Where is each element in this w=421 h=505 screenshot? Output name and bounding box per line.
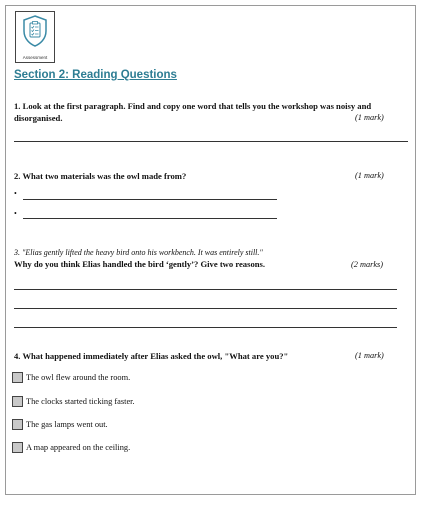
answer-line-q3-1[interactable]: [14, 289, 397, 290]
answer-line-q2-2[interactable]: [23, 218, 277, 219]
question-1-line1: 1. Look at the first paragraph. Find and copy one word that tells you the workshop was noisy and: [14, 101, 372, 111]
clipboard-checklist-shield-icon: [22, 15, 48, 47]
question-4-text: 4. What happened immediately after Elias asked the owl, "What are you?": [14, 351, 289, 361]
answer-line-q3-3[interactable]: [14, 327, 397, 328]
question-3-mark: (2 marks): [351, 260, 384, 269]
question-2-mark: (1 mark): [355, 171, 384, 180]
worksheet-page: [5, 5, 416, 495]
question-3: [14, 259, 265, 271]
option-3-label: The gas lamps went out.: [26, 419, 108, 429]
checkbox[interactable]: [12, 442, 23, 453]
question-2: [14, 171, 186, 183]
option-1-label: The owl flew around the room.: [26, 372, 131, 382]
bullet-1: •: [14, 189, 17, 198]
question-4: [14, 351, 288, 363]
option-3[interactable]: [12, 418, 108, 430]
question-4-mark: (1 mark): [355, 351, 384, 360]
answer-line-q3-2[interactable]: [14, 308, 397, 309]
option-4-label: A map appeared on the ceiling.: [26, 442, 131, 452]
bullet-2: •: [14, 209, 17, 218]
section-title: Section 2: Reading Questions: [14, 69, 177, 81]
answer-line-q2-1[interactable]: [23, 199, 277, 200]
option-1[interactable]: [12, 371, 130, 383]
logo-caption: Assessment: [22, 55, 48, 60]
question-2-text: 2. What two materials was the owl made from?: [14, 171, 187, 181]
checkbox[interactable]: [12, 396, 23, 407]
question-1-line2: disorganised.: [14, 112, 63, 123]
option-2-label: The clocks started ticking faster.: [26, 396, 135, 406]
question-3-text: Why do you think Elias handled the bird ‘gently’? Give two reasons.: [14, 259, 266, 269]
option-2[interactable]: [12, 395, 135, 407]
assessment-logo: [15, 11, 55, 63]
checkbox[interactable]: [12, 372, 23, 383]
answer-line-q1[interactable]: [14, 141, 408, 142]
question-3-quote: 3. "Elias gently lifted the heavy bird onto his workbench. It was entirely still.": [14, 248, 263, 257]
checkbox[interactable]: [12, 419, 23, 430]
option-4[interactable]: [12, 441, 130, 453]
question-1-mark: (1 mark): [355, 113, 384, 122]
question-1: [14, 101, 371, 124]
